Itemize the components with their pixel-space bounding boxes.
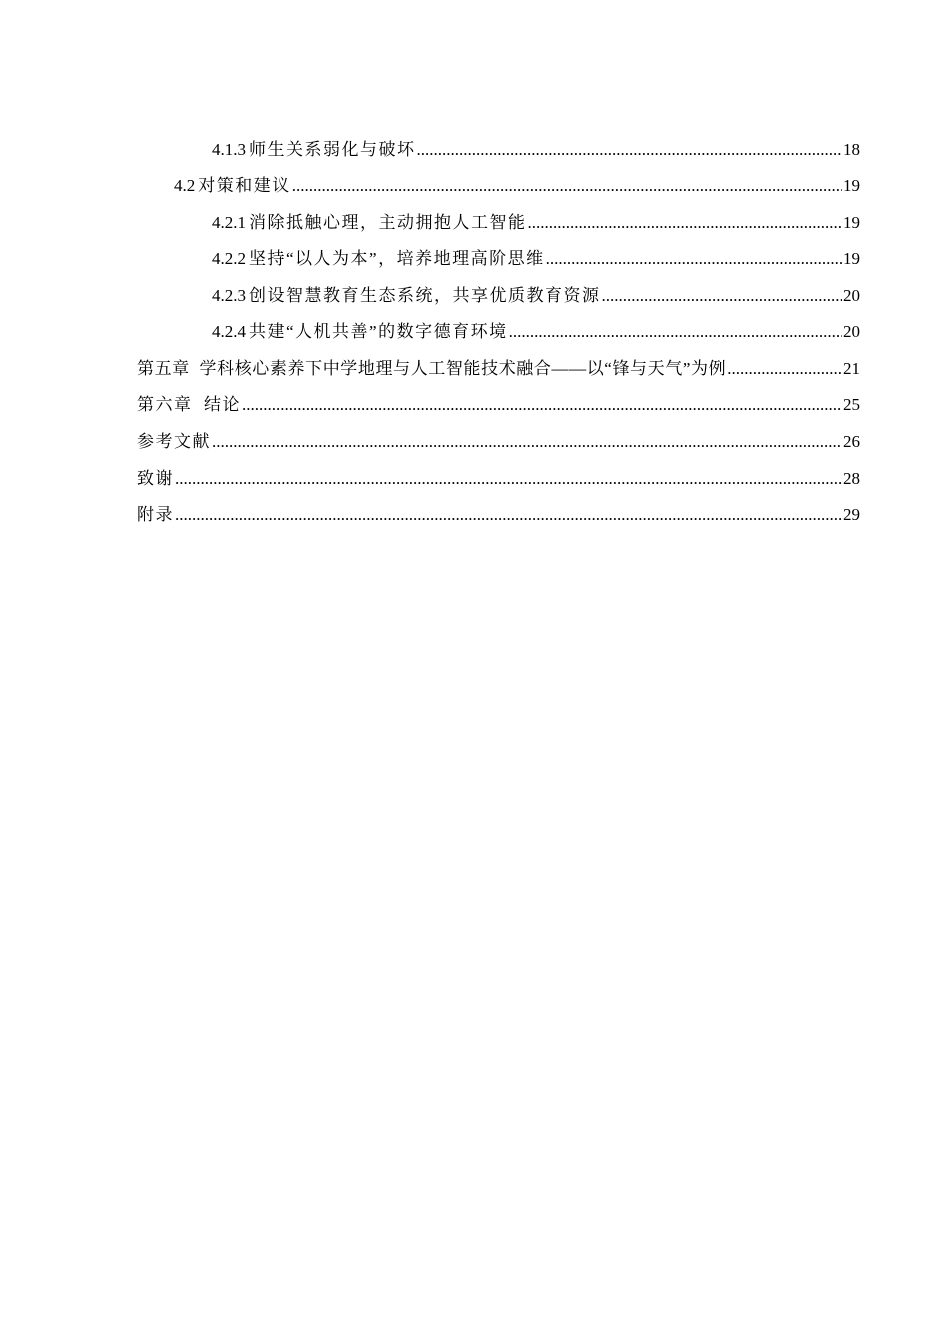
dot-leader: [602, 284, 843, 308]
toc-entry-title: [212, 284, 601, 308]
toc-entry-number: 4.2.2: [212, 249, 246, 268]
toc-entry-title: [137, 393, 241, 417]
toc-entry-acknowledgements[interactable]: [137, 467, 860, 491]
toc-entry-title: [212, 138, 416, 162]
toc-entry-page: 29: [843, 505, 860, 524]
dot-leader: [175, 467, 842, 491]
toc-entry-text: 致谢: [137, 469, 174, 488]
toc-entry-chapter-6[interactable]: [137, 393, 860, 417]
toc-entry-title: [212, 211, 527, 235]
toc-entry-4-2-1[interactable]: [212, 211, 860, 235]
dot-leader: [292, 174, 842, 198]
toc-entry-4-2-2[interactable]: [212, 247, 860, 271]
dot-leader: [417, 138, 843, 162]
toc-entry-page: 19: [843, 249, 860, 268]
toc-entry-4-2-3[interactable]: [212, 284, 860, 308]
dot-leader: [175, 503, 842, 527]
toc-entry-title: [212, 320, 508, 344]
toc-entry-page: 20: [843, 322, 860, 341]
toc-entry-references[interactable]: [137, 430, 860, 454]
toc-entry-title: [212, 247, 545, 271]
toc-entry-chapter-5[interactable]: [137, 357, 860, 381]
dot-leader: [546, 247, 842, 271]
dot-leader: [212, 430, 842, 454]
toc-entry-4-1-3[interactable]: [212, 138, 860, 162]
toc-entry-number: 4.2: [174, 176, 196, 195]
toc-entry-page: 25: [843, 395, 860, 414]
toc-entry-page: 19: [843, 213, 860, 232]
toc-entry-page: 19: [843, 176, 860, 195]
toc-entry-text: 共建“人机共善”的数字德育环境: [249, 322, 508, 341]
toc-entry-title: [137, 467, 174, 491]
toc-entry-page: 26: [843, 432, 860, 451]
toc-entry-4-2[interactable]: [174, 174, 860, 198]
toc-entry-number: 4.1.3: [212, 140, 246, 159]
toc-entry-text: 对策和建议: [198, 176, 291, 195]
toc-entry-number: 4.2.1: [212, 213, 246, 232]
toc-entry-text: 参考文献: [137, 432, 211, 451]
dot-leader: [509, 320, 842, 344]
toc-entry-text: 消除抵触心理，主动拥抱人工智能: [249, 213, 527, 232]
toc-entry-title: [137, 503, 174, 527]
toc-entry-4-2-4[interactable]: [212, 320, 860, 344]
toc-entry-text: 师生关系弱化与破坏: [249, 140, 416, 159]
toc-entry-page: 21: [843, 359, 860, 378]
toc-entry-page: 18: [843, 140, 860, 159]
toc-entry-title: [137, 357, 726, 381]
toc-entry-text: 附录: [137, 505, 174, 524]
toc-entry-text: 创设智慧教育生态系统，共享优质教育资源: [249, 286, 601, 305]
toc-entry-number: 4.2.4: [212, 322, 246, 341]
dot-leader: [727, 357, 842, 381]
toc-entry-text: 第六章 结论: [137, 395, 241, 414]
dot-leader: [528, 211, 843, 235]
toc-entry-number: 4.2.3: [212, 286, 246, 305]
dot-leader: [242, 393, 842, 417]
toc-entry-page: 20: [843, 286, 860, 305]
toc-entry-appendix[interactable]: [137, 503, 860, 527]
toc-entry-title: [137, 430, 211, 454]
toc-entry-page: 28: [843, 469, 860, 488]
toc-entry-text: 第五章 学科核心素养下中学地理与人工智能技术融合——以“锋与天气”为例: [137, 359, 727, 378]
toc-entry-title: [174, 174, 291, 198]
toc-entry-text: 坚持“以人为本”，培养地理高阶思维: [249, 249, 545, 268]
